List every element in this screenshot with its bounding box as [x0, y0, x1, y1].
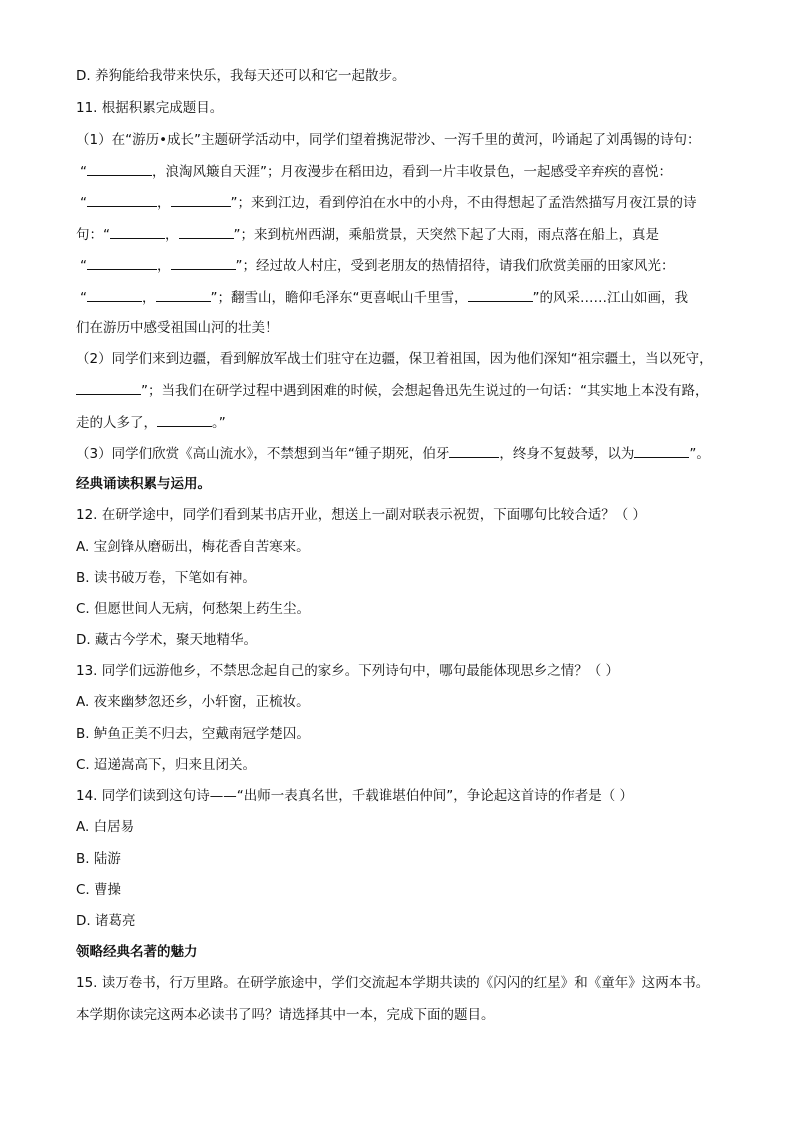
answer-blank[interactable] [468, 287, 533, 302]
q14-stem: 14. 同学们读到这句诗——“出师一表真名世，千载谁堪伯仲间”，争论起这首诗的作者是（ ） [76, 788, 634, 804]
q11-p1-line6: “ ， ”；翻雪山，瞻仰毛泽东“更喜岷山千里雪， ”的风采……江山如画，我 [80, 287, 688, 308]
q12-option-a[interactable]: A. 宝剑锋从磨砺出，梅花香自苦寒来。 [76, 539, 310, 555]
answer-blank[interactable] [449, 443, 499, 458]
q11-p1-line4: 句：“ ， ”；来到杭州西湖，乘船赏景，天突然下起了大雨，雨点落在船上，真是 [76, 224, 659, 245]
q12-option-d[interactable]: D. 藏古今学术，聚天地精华。 [76, 632, 257, 648]
q11-p1-line2: “ ，浪淘风簸自天涯”；月夜漫步在稻田边，看到一片丰收景色，一起感受辛弃疾的喜悦： [80, 161, 672, 182]
answer-blank[interactable] [157, 412, 212, 427]
q11-p2-line3: 走的人多了， 。” [76, 412, 226, 433]
q11-title: 11. 根据积累完成题目。 [76, 100, 224, 116]
q11-p1-line3: “ ， ”；来到江边，看到停泊在水中的小舟，不由得想起了孟浩然描写月夜江景的诗 [80, 192, 697, 213]
q11-p3-line1: （3）同学们欣赏《高山流水》，不禁想到当年“锺子期死，伯牙 ，终身不复鼓琴，以为 ”。 [76, 443, 710, 464]
q12-option-c[interactable]: C. 但愿世间人无病，何愁架上药生尘。 [76, 601, 311, 617]
q13-option-c[interactable]: C. 迢递嵩高下，归来且闭关。 [76, 757, 257, 773]
answer-blank[interactable] [156, 287, 211, 302]
answer-blank[interactable] [171, 255, 236, 270]
answer-blank[interactable] [87, 161, 152, 176]
answer-blank[interactable] [171, 192, 231, 207]
q15-line1: 15. 读万卷书，行万里路。在研学旅途中，学们交流起本学期共读的《闪闪的红星》和《童年》这两本书。 [76, 975, 710, 991]
q14-option-a[interactable]: A. 白居易 [76, 819, 135, 835]
q11-p1-line7: 们在游历中感受祖国山河的壮美！ [76, 320, 279, 336]
q12-option-b[interactable]: B. 读书破万卷，下笔如有神。 [76, 570, 256, 586]
answer-blank[interactable] [76, 380, 141, 395]
q13-option-b[interactable]: B. 鲈鱼正美不归去，空戴南冠学楚囚。 [76, 726, 310, 742]
section-heading-classics: 经典诵读积累与运用。 [76, 476, 211, 492]
answer-blank[interactable] [87, 192, 157, 207]
answer-blank[interactable] [87, 287, 142, 302]
answer-blank[interactable] [179, 224, 234, 239]
answer-blank[interactable] [110, 224, 165, 239]
q11-p2-line1: （2）同学们来到边疆，看到解放军战士们驻守在边疆，保卫着祖国，因为他们深知“祖宗疆土，当以死守， [76, 351, 713, 367]
q14-option-c[interactable]: C. 曹操 [76, 882, 122, 898]
q11-p1-line1: （1）在“游历•成长”主题研学活动中，同学们望着携泥带沙、一泻千里的黄河，吟诵起了刘禹锡的诗句： [76, 132, 701, 148]
q13-stem: 13. 同学们远游他乡，不禁思念起自己的家乡。下列诗句中，哪句最能体现思乡之情？（ ） [76, 663, 620, 679]
q14-option-d[interactable]: D. 诸葛亮 [76, 913, 136, 929]
q10-option-d: D. 养狗能给我带来快乐，我每天还可以和它一起散步。 [76, 68, 406, 84]
q14-option-b[interactable]: B. 陆游 [76, 851, 121, 867]
q11-p2-line2: ”；当我们在研学过程中遇到困难的时候，会想起鲁迅先生说过的一句话：“其实地上本没有路， [76, 380, 709, 401]
answer-blank[interactable] [87, 255, 157, 270]
q15-line2: 本学期你读完这两本必读书了吗？请选择其中一本，完成下面的题目。 [76, 1007, 495, 1023]
section-heading-classic-books: 领略经典名著的魅力 [76, 944, 198, 960]
q12-stem: 12. 在研学途中，同学们看到某书店开业，想送上一副对联表示祝贺，下面哪句比较合适？（ ） [76, 507, 647, 523]
q13-option-a[interactable]: A. 夜来幽梦忽还乡，小轩窗，正梳妆。 [76, 694, 310, 710]
answer-blank[interactable] [634, 443, 689, 458]
q11-p1-line5: “ ， ”；经过故人村庄，受到老朋友的热情招待，请我们欣赏美丽的田家风光： [80, 255, 675, 276]
